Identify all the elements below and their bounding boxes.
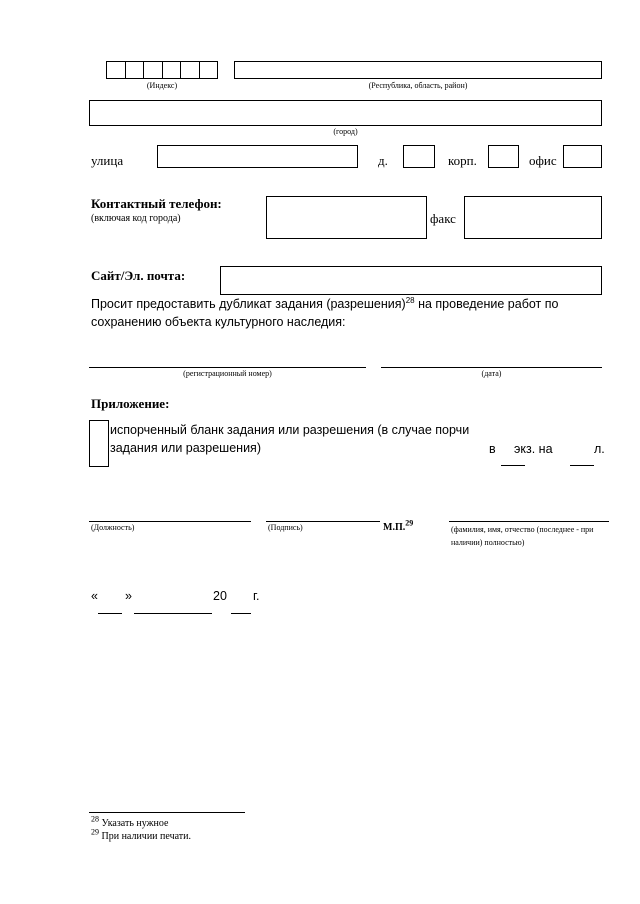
attachment-pages-label: л.	[594, 442, 605, 456]
fax-field[interactable]	[464, 196, 602, 239]
full-name-label-2: наличии) полностью)	[451, 538, 525, 547]
attachment-in-label: в	[489, 442, 496, 456]
date-century: 20	[213, 589, 227, 603]
index-field[interactable]	[106, 61, 218, 79]
copies-count-line[interactable]	[501, 465, 525, 466]
office-field[interactable]	[563, 145, 602, 168]
date-month-line[interactable]	[134, 613, 212, 614]
footnote-ref-29: 29	[405, 518, 414, 528]
signature-line[interactable]	[266, 521, 380, 522]
region-field[interactable]	[234, 61, 602, 79]
date-close-quote: »	[125, 589, 132, 603]
footnote-separator	[89, 812, 245, 813]
date-label: (дата)	[481, 369, 502, 378]
site-email-label: Сайт/Эл. почта:	[91, 268, 186, 283]
city-field[interactable]	[89, 100, 602, 126]
attachment-item-line1: испорченный бланк задания или разрешения (в случае порчи	[110, 423, 470, 437]
phone-field[interactable]	[266, 196, 427, 239]
full-name-line[interactable]	[449, 521, 609, 522]
attachment-checkbox[interactable]	[89, 420, 109, 467]
request-text-line1: Просит предоставить дубликат задания (разрешения)$^{28}$ на проведение работ по	[91, 295, 559, 311]
date-day-line[interactable]	[98, 613, 122, 614]
office-label: офис	[529, 153, 557, 168]
reg-number-label: (регистрационный номер)	[183, 369, 272, 378]
street-label: улица	[91, 153, 124, 168]
request-text-line2: сохранению объекта культурного наследия:	[91, 315, 346, 329]
pages-count-line[interactable]	[570, 465, 594, 466]
attachment-copies-label: экз. на	[514, 442, 553, 456]
date-year-line[interactable]	[231, 613, 251, 614]
region-label: (Республика, область, район)	[368, 81, 468, 90]
position-line[interactable]	[89, 521, 251, 522]
date-line[interactable]	[381, 367, 602, 368]
attachment-item-line2: задания или разрешения)	[110, 441, 261, 455]
footnote-28: $^{28}$ Указать нужное	[91, 814, 169, 829]
fax-label: факс	[430, 211, 456, 226]
date-open-quote: «	[91, 589, 98, 603]
position-label: (Должность)	[91, 523, 135, 532]
full-name-label-1: (фамилия, имя, отчество (последнее - при	[451, 525, 594, 534]
phone-title: Контактный телефон:	[91, 196, 222, 211]
date-year-suffix: г.	[253, 589, 260, 603]
building-label: корп.	[448, 153, 477, 168]
reg-number-line[interactable]	[89, 367, 366, 368]
footnote-29: $^{29}$ При наличии печати.	[91, 827, 191, 842]
house-label: д.	[378, 153, 388, 168]
building-field[interactable]	[488, 145, 519, 168]
footnote-ref-28: 28	[405, 295, 415, 305]
phone-subtitle: (включая код города)	[91, 213, 181, 224]
signature-label: (Подпись)	[268, 523, 303, 532]
house-field[interactable]	[403, 145, 435, 168]
attachment-title: Приложение:	[91, 396, 170, 411]
index-label: (Индекс)	[146, 81, 178, 90]
site-email-field[interactable]	[220, 266, 602, 295]
stamp-label: М.П.$^{29}$	[383, 518, 414, 533]
street-field[interactable]	[157, 145, 358, 168]
city-label: (город)	[333, 127, 358, 136]
